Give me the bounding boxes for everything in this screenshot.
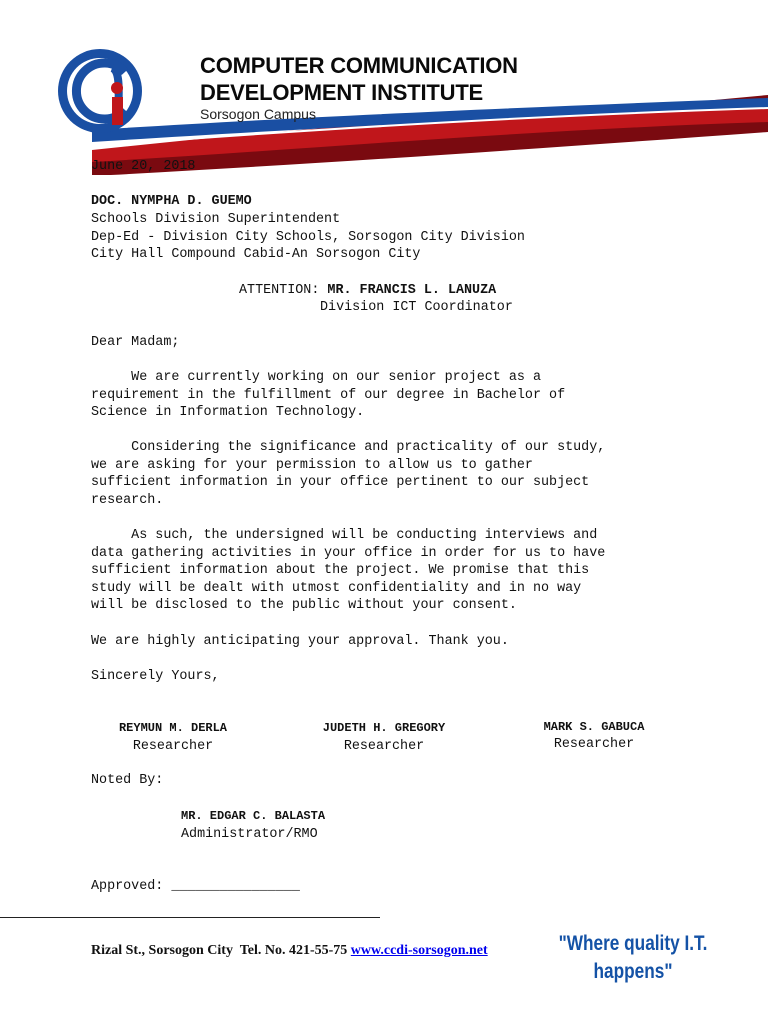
- attention-name: MR. FRANCIS L. LANUZA: [327, 283, 497, 298]
- paragraph-2-line-3: sufficient information in your office pertinent to our subject: [91, 475, 590, 490]
- paragraph-2-line-1: Considering the significance and practicality of our study,: [91, 440, 606, 455]
- paragraph-1-line-3: Science in Information Technology.: [91, 405, 365, 420]
- institute-name-line2: DEVELOPMENT INSTITUTE: [200, 80, 484, 105]
- paragraph-3-line-3: sufficient information about the project. We promise that this: [91, 563, 590, 578]
- paragraph-4-line-1: We are highly anticipating your approval. Thank you.: [91, 634, 509, 649]
- paragraph-2-line-2: we are asking for your permission to allow us to gather: [91, 458, 533, 473]
- recipient-address: City Hall Compound Cabid-An Sorsogon City: [91, 247, 421, 262]
- closing: Sincerely Yours,: [91, 669, 220, 684]
- signatory-1-name: REYMUN M. DERLA: [118, 721, 228, 735]
- noted-by-name: MR. EDGAR C. BALASTA: [181, 809, 326, 823]
- footer-address: [91, 943, 488, 959]
- attention-label: ATTENTION:: [239, 283, 320, 298]
- paragraph-2-line-4: research.: [91, 493, 164, 508]
- signatory-3-role: Researcher: [553, 737, 635, 752]
- slogan-line-2: happens": [593, 960, 673, 983]
- signatory-1-role: Researcher: [132, 739, 214, 754]
- footer-address-text: Rizal St., Sorsogon City Tel. No. 421-55-75: [91, 943, 351, 958]
- institute-logo: [58, 49, 142, 133]
- campus-name: Sorsogon Campus: [200, 106, 316, 122]
- attention-title: Division ICT Coordinator: [320, 300, 513, 315]
- recipient-name: DOC. NYMPHA D. GUEMO: [91, 194, 252, 209]
- noted-by-label: Noted By:: [91, 773, 164, 788]
- approved-line: Approved: ________________: [91, 879, 300, 894]
- signatory-3-name: MARK S. GABUCA: [543, 720, 645, 734]
- attention-line: [239, 283, 496, 298]
- recipient-title: Schools Division Superintendent: [91, 212, 341, 227]
- letter-date: June 20, 2018: [91, 159, 196, 174]
- paragraph-1-line-1: We are currently working on our senior project as a: [91, 370, 541, 385]
- signatory-2-name: JUDETH H. GREGORY: [322, 721, 446, 735]
- paragraph-3-line-4: study will be dealt with utmost confidentiality and in no way: [91, 581, 582, 596]
- paragraph-3-line-2: data gathering activities in your office in order for us to have: [91, 546, 606, 561]
- institute-name-line1: COMPUTER COMMUNICATION: [200, 53, 518, 78]
- noted-by-title: Administrator/RMO: [181, 827, 318, 842]
- paragraph-3-line-5: will be disclosed to the public without your consent.: [91, 598, 517, 613]
- paragraph-3-line-1: As such, the undersigned will be conducting interviews and: [91, 528, 598, 543]
- slogan-line-1: "Where quality I.T.: [558, 932, 708, 955]
- footer-website-link[interactable]: www.ccdi-sorsogon.net: [350, 943, 488, 958]
- footer-divider: [0, 917, 380, 918]
- salutation: Dear Madam;: [91, 335, 180, 350]
- recipient-office: Dep-Ed - Division City Schools, Sorsogon City Division: [91, 230, 525, 245]
- paragraph-1-line-2: requirement in the fulfillment of our degree in Bachelor of: [91, 388, 566, 403]
- signatory-2-role: Researcher: [343, 739, 425, 754]
